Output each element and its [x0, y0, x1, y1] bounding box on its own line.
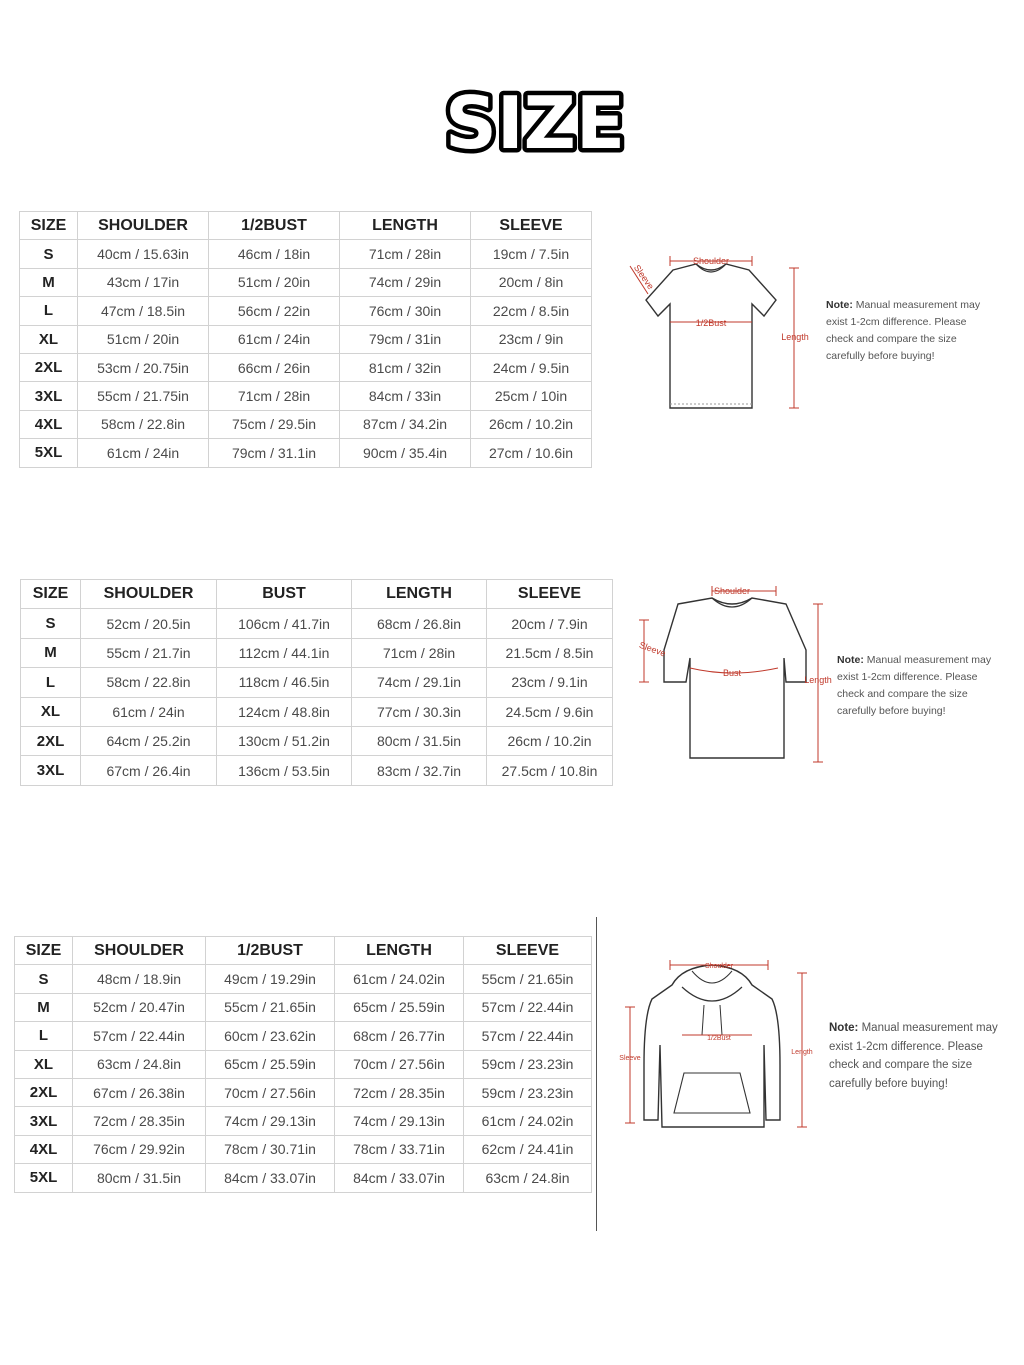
measurement-cell: 72cm / 28.35in	[335, 1078, 464, 1106]
size-cell: M	[20, 268, 78, 296]
column-header: SHOULDER	[81, 580, 217, 609]
measurement-cell: 58cm / 22.8in	[78, 410, 209, 438]
measurement-cell: 76cm / 30in	[340, 297, 471, 325]
measurement-cell: 61cm / 24in	[81, 697, 217, 726]
length-label: Length	[781, 332, 809, 342]
table-row	[20, 297, 592, 325]
table-row	[15, 965, 592, 993]
measurement-cell: 47cm / 18.5in	[78, 297, 209, 325]
measurement-cell: 66cm / 26in	[209, 353, 340, 381]
note-label: Note:	[826, 299, 853, 311]
size-note	[829, 1019, 998, 1093]
note-label: Note:	[837, 654, 864, 666]
measurement-cell: 25cm / 10in	[471, 382, 592, 410]
table-row	[15, 1135, 592, 1163]
measurement-cell: 52cm / 20.5in	[81, 609, 217, 638]
measurement-cell: 74cm / 29.1in	[352, 668, 487, 697]
measurement-cell: 78cm / 33.71in	[335, 1135, 464, 1163]
measurement-cell: 55cm / 21.7in	[81, 638, 217, 667]
measurement-cell: 43cm / 17in	[78, 268, 209, 296]
measurement-cell: 23cm / 9.1in	[487, 668, 613, 697]
shoulder-label: Shoulder	[704, 963, 734, 970]
table-row	[20, 410, 592, 438]
size-cell: 2XL	[15, 1078, 73, 1106]
measurement-cell: 26cm / 10.2in	[487, 726, 613, 755]
size-cell: XL	[15, 1050, 73, 1078]
note-line: Manual measurement may	[861, 1022, 998, 1034]
note-line: carefully before buying!	[826, 350, 935, 362]
measurement-cell: 71cm / 28in	[340, 240, 471, 268]
measurement-cell: 51cm / 20in	[78, 325, 209, 353]
measurement-cell: 61cm / 24in	[209, 325, 340, 353]
table-row	[21, 697, 613, 726]
measurement-cell: 71cm / 28in	[352, 638, 487, 667]
measurement-cell: 63cm / 24.8in	[73, 1050, 206, 1078]
size-note	[826, 297, 980, 365]
shoulder-label: Shoulder	[692, 256, 730, 266]
sleeve-label: Sleeve	[619, 1055, 641, 1062]
table-row	[15, 1164, 592, 1192]
measurement-cell: 49cm / 19.29in	[206, 965, 335, 993]
measurement-cell: 22cm / 8.5in	[471, 297, 592, 325]
table-row	[15, 1078, 592, 1106]
size-cell: L	[15, 1022, 73, 1050]
table-row	[21, 726, 613, 755]
note-line: exist 1-2cm difference. Please	[829, 1040, 983, 1053]
measurement-cell: 106cm / 41.7in	[217, 609, 352, 638]
size-cell: 2XL	[20, 353, 78, 381]
measurement-cell: 74cm / 29.13in	[206, 1107, 335, 1135]
measurement-cell: 48cm / 18.9in	[73, 965, 206, 993]
size-cell: 3XL	[15, 1107, 73, 1135]
table-row	[21, 609, 613, 638]
note-line: check and compare the size	[829, 1059, 973, 1071]
measurement-cell: 57cm / 22.44in	[73, 1022, 206, 1050]
hoodie-size-table	[14, 936, 592, 1193]
size-cell: L	[20, 297, 78, 325]
measurement-cell: 81cm / 32in	[340, 353, 471, 381]
size-logo	[430, 70, 640, 170]
size-cell: M	[21, 638, 81, 667]
measurement-cell: 55cm / 21.65in	[206, 993, 335, 1021]
measurement-cell: 78cm / 30.71in	[206, 1135, 335, 1163]
size-cell: 2XL	[21, 726, 81, 755]
measurement-cell: 68cm / 26.8in	[352, 609, 487, 638]
column-header: SLEEVE	[471, 212, 592, 240]
measurement-cell: 70cm / 27.56in	[335, 1050, 464, 1078]
measurement-cell: 84cm / 33.07in	[335, 1164, 464, 1192]
measurement-cell: 74cm / 29in	[340, 268, 471, 296]
note-line: check and compare the size	[837, 688, 968, 700]
header-row	[15, 937, 592, 965]
size-cell: M	[15, 993, 73, 1021]
measurement-cell: 23cm / 9in	[471, 325, 592, 353]
bust-label: 1/2Bust	[707, 1035, 731, 1042]
note-line: exist 1-2cm difference. Please	[837, 671, 978, 683]
measurement-cell: 20cm / 8in	[471, 268, 592, 296]
size-note	[837, 652, 991, 720]
measurement-cell: 27cm / 10.6in	[471, 439, 592, 467]
measurement-cell: 124cm / 48.8in	[217, 697, 352, 726]
note-line: exist 1-2cm difference. Please	[826, 316, 967, 328]
measurement-cell: 58cm / 22.8in	[81, 668, 217, 697]
logo-text: SIZE	[444, 81, 626, 165]
measurement-cell: 55cm / 21.65in	[464, 965, 592, 993]
header-row	[20, 212, 592, 240]
measurement-cell: 19cm / 7.5in	[471, 240, 592, 268]
length-label: Length	[791, 1049, 813, 1056]
length-label: Length	[804, 675, 832, 685]
tshirt-diagram	[618, 248, 818, 418]
size-cell: S	[15, 965, 73, 993]
bust-label: Bust	[722, 668, 742, 678]
table-row	[15, 1050, 592, 1078]
measurement-cell: 74cm / 29.13in	[335, 1107, 464, 1135]
column-header: SIZE	[21, 580, 81, 609]
table-row	[21, 668, 613, 697]
table-row	[21, 638, 613, 667]
measurement-cell: 24.5cm / 9.6in	[487, 697, 613, 726]
measurement-cell: 79cm / 31in	[340, 325, 471, 353]
note-line: Manual measurement may	[866, 654, 992, 666]
measurement-cell: 21.5cm / 8.5in	[487, 638, 613, 667]
measurement-cell: 65cm / 25.59in	[335, 993, 464, 1021]
column-header: 1/2BUST	[206, 937, 335, 965]
measurement-cell: 87cm / 34.2in	[340, 410, 471, 438]
column-header: 1/2BUST	[209, 212, 340, 240]
column-header: SLEEVE	[487, 580, 613, 609]
measurement-cell: 52cm / 20.47in	[73, 993, 206, 1021]
table-row	[15, 1107, 592, 1135]
column-header: SHOULDER	[73, 937, 206, 965]
measurement-cell: 40cm / 15.63in	[78, 240, 209, 268]
measurement-cell: 67cm / 26.4in	[81, 756, 217, 785]
size-cell: 3XL	[20, 382, 78, 410]
measurement-cell: 75cm / 29.5in	[209, 410, 340, 438]
measurement-cell: 77cm / 30.3in	[352, 697, 487, 726]
measurement-cell: 67cm / 26.38in	[73, 1078, 206, 1106]
table-body	[21, 580, 613, 786]
sleeve-label: Sleeve	[637, 639, 668, 659]
column-header: SIZE	[15, 937, 73, 965]
column-header: SIZE	[20, 212, 78, 240]
measurement-cell: 51cm / 20in	[209, 268, 340, 296]
column-header: BUST	[217, 580, 352, 609]
measurement-cell: 79cm / 31.1in	[209, 439, 340, 467]
measurement-cell: 61cm / 24in	[78, 439, 209, 467]
measurement-cell: 56cm / 22in	[209, 297, 340, 325]
shoulder-label: Shoulder	[713, 586, 751, 596]
table-row	[20, 439, 592, 467]
sleeve-label: Sleeve	[631, 262, 656, 292]
column-header: SLEEVE	[464, 937, 592, 965]
measurement-cell: 46cm / 18in	[209, 240, 340, 268]
measurement-cell: 62cm / 24.41in	[464, 1135, 592, 1163]
table-row	[20, 382, 592, 410]
measurement-cell: 90cm / 35.4in	[340, 439, 471, 467]
measurement-cell: 65cm / 25.59in	[206, 1050, 335, 1078]
table-row	[21, 756, 613, 785]
measurement-cell: 55cm / 21.75in	[78, 382, 209, 410]
column-header: LENGTH	[335, 937, 464, 965]
size-cell: 4XL	[20, 410, 78, 438]
measurement-cell: 59cm / 23.23in	[464, 1050, 592, 1078]
column-header: SHOULDER	[78, 212, 209, 240]
size-cell: S	[21, 609, 81, 638]
note-line: check and compare the size	[826, 333, 957, 345]
measurement-cell: 60cm / 23.62in	[206, 1022, 335, 1050]
measurement-cell: 53cm / 20.75in	[78, 353, 209, 381]
bust-label: 1/2Bust	[695, 318, 727, 328]
size-cell: L	[21, 668, 81, 697]
table-row	[20, 325, 592, 353]
table-row	[15, 1022, 592, 1050]
size-cell: 5XL	[20, 439, 78, 467]
size-cell: XL	[21, 697, 81, 726]
measurement-cell: 59cm / 23.23in	[464, 1078, 592, 1106]
note-label: Note:	[829, 1022, 859, 1034]
measurement-cell: 64cm / 25.2in	[81, 726, 217, 755]
size-cell: 4XL	[15, 1135, 73, 1163]
divider	[596, 917, 597, 1231]
note-line: carefully before buying!	[829, 1077, 948, 1090]
size-cell: 3XL	[21, 756, 81, 785]
table-row	[20, 353, 592, 381]
measurement-cell: 130cm / 51.2in	[217, 726, 352, 755]
table-row	[20, 240, 592, 268]
measurement-cell: 71cm / 28in	[209, 382, 340, 410]
table-body	[15, 937, 592, 1193]
header-row	[21, 580, 613, 609]
measurement-cell: 80cm / 31.5in	[73, 1164, 206, 1192]
measurement-cell: 61cm / 24.02in	[464, 1107, 592, 1135]
measurement-cell: 84cm / 33.07in	[206, 1164, 335, 1192]
column-header: LENGTH	[352, 580, 487, 609]
measurement-cell: 112cm / 44.1in	[217, 638, 352, 667]
size-cell: XL	[20, 325, 78, 353]
table-row	[20, 268, 592, 296]
measurement-cell: 72cm / 28.35in	[73, 1107, 206, 1135]
oversized-tee-size-table	[20, 579, 613, 786]
measurement-cell: 63cm / 24.8in	[464, 1164, 592, 1192]
size-cell: 5XL	[15, 1164, 73, 1192]
measurement-cell: 83cm / 32.7in	[352, 756, 487, 785]
measurement-cell: 84cm / 33in	[340, 382, 471, 410]
measurement-cell: 76cm / 29.92in	[73, 1135, 206, 1163]
note-line: carefully before buying!	[837, 705, 946, 717]
measurement-cell: 26cm / 10.2in	[471, 410, 592, 438]
measurement-cell: 24cm / 9.5in	[471, 353, 592, 381]
measurement-cell: 27.5cm / 10.8in	[487, 756, 613, 785]
measurement-cell: 118cm / 46.5in	[217, 668, 352, 697]
measurement-cell: 57cm / 22.44in	[464, 1022, 592, 1050]
measurement-cell: 80cm / 31.5in	[352, 726, 487, 755]
table-row	[15, 993, 592, 1021]
measurement-cell: 20cm / 7.9in	[487, 609, 613, 638]
measurement-cell: 70cm / 27.56in	[206, 1078, 335, 1106]
column-header: LENGTH	[340, 212, 471, 240]
measurement-cell: 57cm / 22.44in	[464, 993, 592, 1021]
measurement-cell: 136cm / 53.5in	[217, 756, 352, 785]
measurement-cell: 61cm / 24.02in	[335, 965, 464, 993]
size-cell: S	[20, 240, 78, 268]
tshirt-size-table	[19, 211, 592, 468]
measurement-cell: 68cm / 26.77in	[335, 1022, 464, 1050]
note-line: Manual measurement may	[855, 299, 981, 311]
oversized-tee-diagram	[628, 580, 838, 770]
hoodie-diagram	[612, 955, 817, 1135]
table-body	[20, 212, 592, 468]
